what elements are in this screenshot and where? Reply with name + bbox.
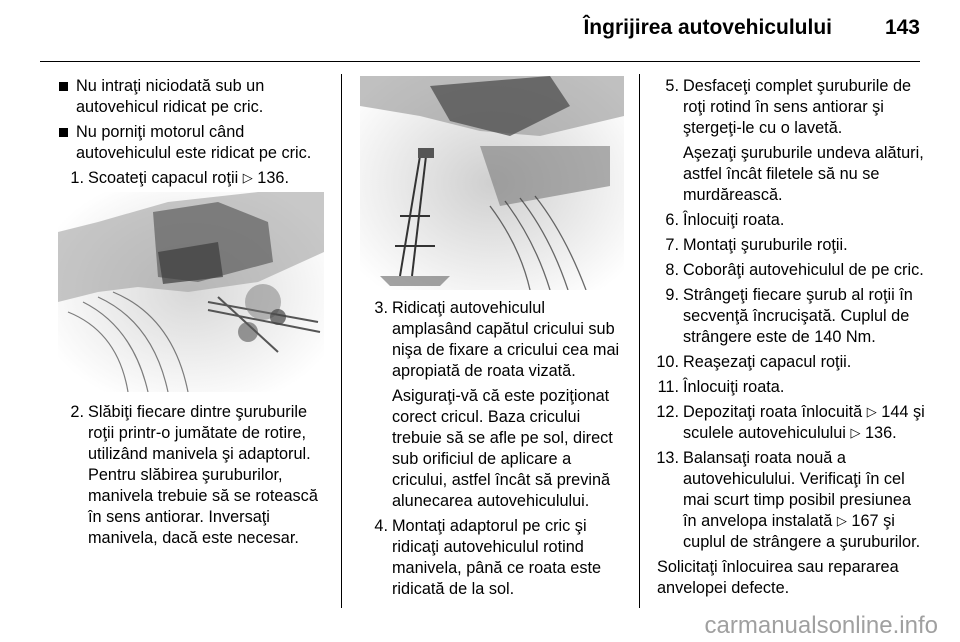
step-7 — [653, 235, 925, 256]
warning-text: Nu intraţi niciodată sub un autovehicul ridicat pe cric. — [76, 77, 265, 116]
square-bullet-icon — [59, 82, 68, 91]
column-divider-left — [341, 74, 342, 608]
step-text: Balansaţi roata nouă a autovehiculului. Verificaţi în cel mai scurt timp posibil presiunea în anvelopa instalată — [683, 449, 912, 530]
step-text: Montaţi adaptorul pe cric şi ridicaţi autovehiculul rotind manivela, până ce roata este ridicată de la sol. — [392, 517, 602, 598]
step-number: 9. — [665, 286, 679, 304]
step-4 — [362, 516, 628, 600]
step-text: 167 şi cuplul de strângere a şuruburilor. — [683, 512, 921, 551]
step-number: 5. — [665, 77, 679, 95]
page-reference: 136. — [864, 424, 897, 442]
warning-bullet — [58, 76, 330, 118]
step-text: Ridicaţi autovehiculul amplasând capătul cricului sub nişa de fixare a cricului cea mai apropiată de roata vizată. — [392, 299, 620, 380]
step-number: 6. — [665, 211, 679, 229]
step-text: Depozitaţi roata înlocuită — [683, 403, 863, 421]
step-number: 3. — [374, 299, 388, 317]
step-number: 8. — [665, 261, 679, 279]
step-number: 13. — [656, 449, 679, 467]
warning-bullet — [58, 122, 330, 164]
step-text: 144 şi sculele autovehiculului — [683, 403, 925, 442]
jack-under-car-illustration — [360, 76, 624, 290]
closing-paragraph: Solicitaţi înlocuirea sau repararea anvelopei defecte. — [657, 558, 899, 597]
page-reference: 136. — [257, 169, 289, 187]
step-text: Slăbiţi fiecare dintre şuruburile roţii printr-o jumătate de rotire, utilizând manivela şi adaptorul. Pentru slăbirea şuruburilor, manivela trebuie să se rotească în sens antiorar. Inversaţi manivela, dacă este necesar. — [88, 403, 318, 547]
step-text: Înlocuiţi roata. — [683, 211, 785, 229]
page-reference-icon: ▷ — [866, 404, 877, 419]
step-2 — [58, 402, 330, 549]
page-reference-icon: ▷ — [242, 170, 253, 185]
column-divider-right — [639, 74, 640, 608]
page-title: Îngrijirea autovehiculului — [583, 16, 832, 39]
step-12 — [653, 402, 925, 444]
page-header — [40, 0, 920, 62]
page-reference-icon: ▷ — [850, 425, 861, 440]
step-text: Înlocuiţi roata. — [683, 378, 785, 396]
step-number: 4. — [374, 517, 388, 535]
wheel-bolts-illustration — [58, 192, 324, 392]
step-text: Montaţi şuruburile roţii. — [683, 236, 848, 254]
step-number: 1. — [70, 169, 84, 187]
square-bullet-icon — [59, 128, 68, 137]
step-number: 2. — [70, 403, 84, 421]
step-text: Strângeţi fiecare şurub al roţii în secvenţă încrucişată. Cuplul de strângere este de 140 Nm. — [683, 286, 913, 346]
column-2 — [362, 298, 628, 604]
step-3-note: Asiguraţi-vă că este poziţionat corect cricul. Baza cricului trebuie să se afle pe sol, direct sub orificiul de aplicare a cricului, astfel încât să prevină alunecarea autovehiculului. — [392, 387, 613, 510]
step-3 — [362, 298, 628, 382]
warning-text: Nu porniţi motorul când autovehiculul este ridicat pe cric. — [76, 123, 312, 162]
step-text: Coborâţi autovehiculul de pe cric. — [683, 261, 924, 279]
step-number: 12. — [656, 403, 679, 421]
step-8 — [653, 260, 925, 281]
column-3 — [653, 76, 925, 599]
step-text: Desfaceţi complet şuruburile de roţi rotind în sens antiorar şi ştergeţi-le cu o lavetă. — [683, 77, 912, 137]
step-9 — [653, 285, 925, 348]
step-11 — [653, 377, 925, 398]
step-number: 7. — [665, 236, 679, 254]
step-10 — [653, 352, 925, 373]
step-13 — [653, 448, 925, 553]
step-text: Reaşezaţi capacul roţii. — [683, 353, 852, 371]
step-text: Scoateţi capacul roţii — [88, 169, 239, 187]
step-5-note: Aşezaţi şuruburile undeva alături, astfel încât filetele să nu se murdărească. — [683, 144, 924, 204]
step-1 — [58, 168, 330, 189]
step-number: 10. — [656, 353, 679, 371]
column-1-continued — [58, 402, 330, 553]
page-reference-icon: ▷ — [836, 513, 847, 528]
watermark: carmanualsonline.info — [704, 612, 938, 639]
page-number: 143 — [884, 16, 920, 39]
step-6 — [653, 210, 925, 231]
column-1 — [58, 76, 330, 193]
step-number: 11. — [657, 378, 679, 396]
step-5 — [653, 76, 925, 139]
